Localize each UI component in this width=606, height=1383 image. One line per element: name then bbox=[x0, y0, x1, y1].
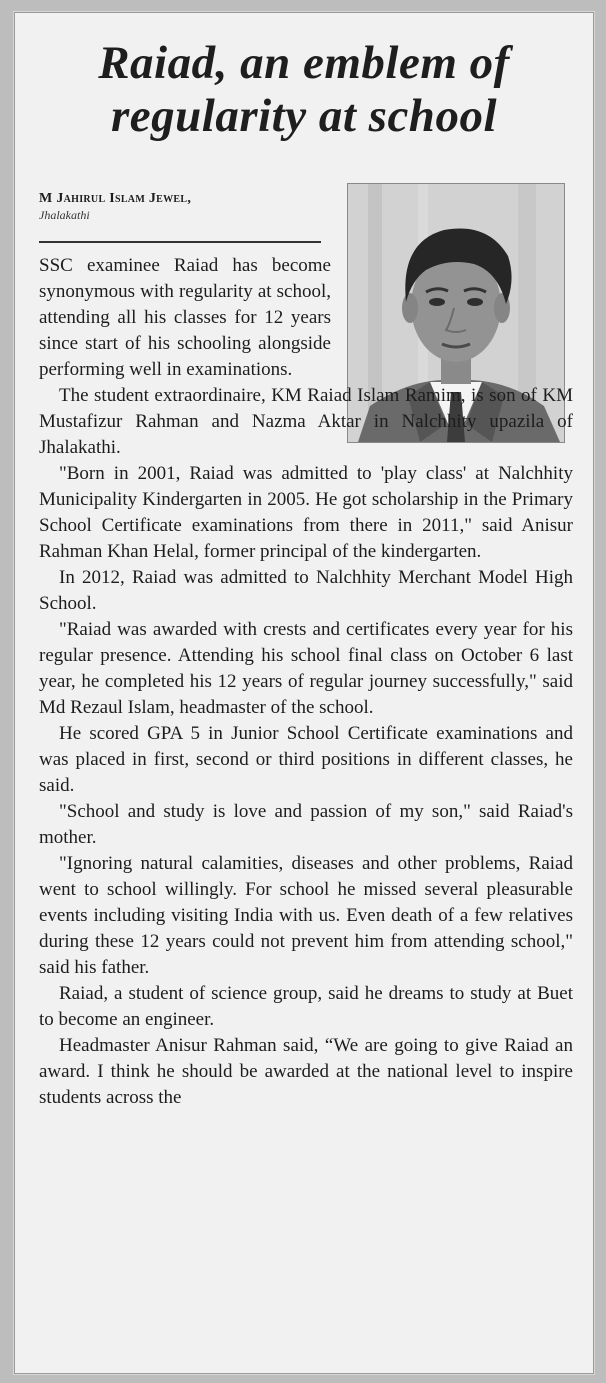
paragraph-2: The student extraordinaire, KM Raiad Islam Ramim, is son of KM Mustafizur Rahman and Nazma Aktar in Nalchhity upazila of Jhalakathi. bbox=[39, 385, 573, 458]
paragraph-7: "School and study is love and passion of my son," said Raiad's mother. bbox=[39, 801, 573, 848]
paragraph-6: He scored GPA 5 in Junior School Certificate examinations and was placed in first, second or third positions in different classes, he said. bbox=[39, 723, 573, 796]
paragraph-9: Raiad, a student of science group, said he dreams to study at Buet to become an engineer. bbox=[39, 983, 573, 1030]
article-body bbox=[39, 253, 573, 1111]
headline-line-1: Raiad, an emblem of bbox=[98, 37, 510, 89]
dateline-location: Jhalakathi bbox=[39, 208, 90, 222]
byline-divider bbox=[39, 241, 321, 243]
author-name: M Jahirul Islam Jewel, bbox=[39, 191, 192, 206]
paragraph-10: Headmaster Anisur Rahman said, “We are going to give Raiad an award. I think he should be awarded at the national level to inspire students across the bbox=[39, 1035, 573, 1108]
paragraph-4: In 2012, Raiad was admitted to Nalchhity Merchant Model High School. bbox=[39, 567, 573, 614]
paragraph-1: SSC examinee Raiad has become synonymous with regularity at school, attending all his classes for 12 years since start of his schooling alongside performing well in examinations. bbox=[39, 255, 331, 380]
paragraph-8: "Ignoring natural calamities, diseases and other problems, Raiad went to school willingly. For school he missed several pleasurable events including visiting India with us. Even death of a few relatives during these 12 years could not prevent him from attending school," said his father. bbox=[39, 853, 573, 978]
paragraph-5: "Raiad was awarded with crests and certificates every year for his regular presence. Attending his school final class on October 6 last year, he completed his 12 years of regular journey successfully," said Md Rezaul Islam, headmaster of the school. bbox=[39, 619, 573, 718]
headline-line-2: regularity at school bbox=[110, 90, 498, 142]
paragraph-3: "Born in 2001, Raiad was admitted to 'play class' at Nalchhity Municipality Kindergarten in 2005. He got scholarship in the Primary School Certificate examinations from there in 2011," said Anisur Rahman Khan Helal, former principal of the kindergarten. bbox=[39, 463, 573, 562]
newspaper-clipping bbox=[14, 12, 594, 1374]
headline bbox=[15, 13, 593, 143]
byline bbox=[39, 191, 329, 223]
